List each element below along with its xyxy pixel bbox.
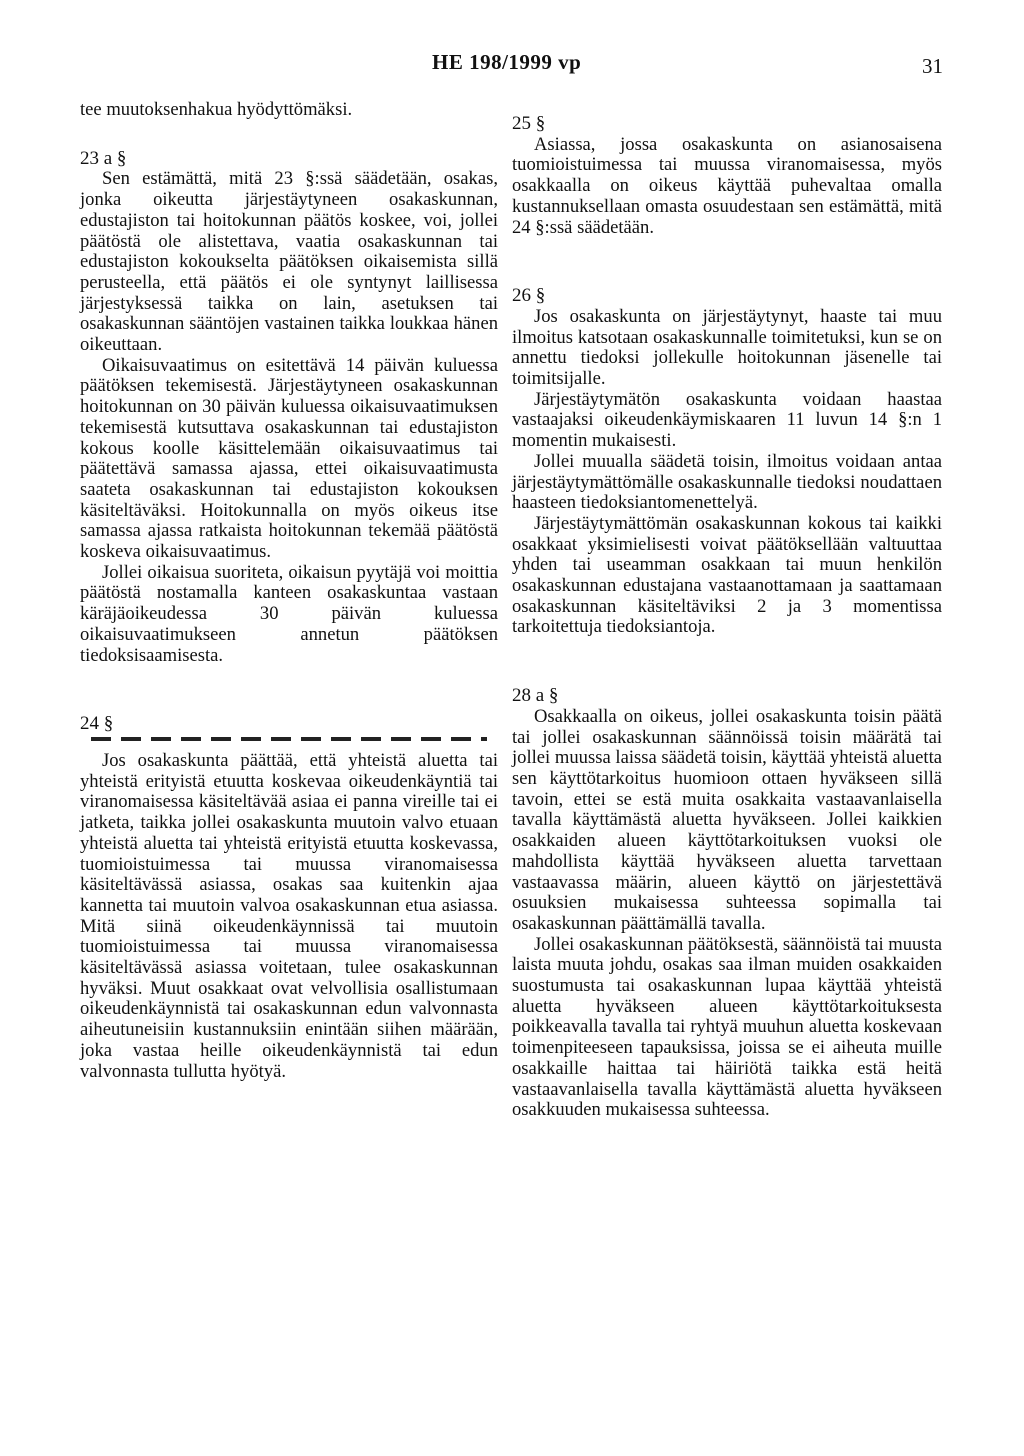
section-heading-28a: 28 a § — [512, 685, 559, 707]
continuation-text: tee muutoksenhakua hyödyttömäksi. — [80, 99, 353, 120]
right-column — [512, 100, 942, 1121]
paragraph: Jollei osakaskunnan päätöksestä, säännöistä tai muusta laista muuta johdu, osakas saa ilman muiden osakkaiden suostumusta tai osakaskunnan lupaa käyttää yhteistä aluetta hyväkseen alueen käyttötarkoituksesta poikkeavalla tavalla tai ryhtyä muuhun aluetta koskevaan toimenpiteeseen tapauksissa, joissa se ei aiheuta muille osakkaille haittaa tai häiriötä taikka estä heitä vastaavanlaisella tavalla käyttämästä aluetta hyväkseen osakkuuden mukaisessa suhteessa. — [512, 933, 942, 1121]
section-heading-24: 24 § — [80, 713, 114, 735]
paragraph: Järjestäytymätön osakaskunta voidaan haastaa vastaajaksi oikeudenkäymiskaaren 11 luvun 14 §:n 1 momentin mukaisesti. — [512, 388, 942, 452]
page-number: 31 — [922, 54, 943, 78]
omitted-text-divider — [91, 737, 487, 741]
paragraph: Jollei oikaisua suoriteta, oikaisun pyytäjä voi moittia päätöstä nostamalla kanteen osakaskuntaa vastaan käräjäoikeudessa 30 päivän kuluessa oikaisuvaatimukseen annetun päätöksen tiedoksisaamisesta. — [80, 561, 498, 666]
section-heading-26: 26 § — [512, 285, 546, 307]
paragraph: Jos osakaskunta päättää, että yhteistä aluetta tai yhteistä erityistä etuutta koskevaa oikeudenkäyntiä tai viranomaisessa käsiteltävää asiaa ei panna vireille tai ei jatketa, taikka jollei osakaskunta muutoin valvo etuaan yhteistä aluetta tai yhteistä erityistä etuutta koskevassa, tuomioistuimessa tai muussa viranomaisessa käsiteltävässä asiassa, osakas saa kuitenkin ajaa kannetta tai muutoin valvoa osakaskunnan etua asiassa. Mitä siinä oikeudenkäynnissä tai muutoin tuomioistuimessa tai muussa viranomaisessa käsiteltävässä asiassa voitetaan, tulee osakaskunnan hyväksi. Muut osakkaat ovat velvollisia osallistumaan oikeudenkäynnistä tai osakaskunnan edun valvonnasta aiheutuneisiin kustannuksiin enintään siihen määrään, joka vastaa heille oikeudenkäynnistä tai edun valvonnasta tullutta hyötyä. — [80, 749, 498, 1082]
paragraph: Jollei muualla säädetä toisin, ilmoitus voidaan antaa järjestäytymättömälle osakaskunnalle tiedoksi noudattaen haasteen tiedoksiantomenettelyä. — [512, 450, 942, 514]
document-title: HE 198/1999 vp — [432, 50, 582, 74]
paragraph: Jos osakaskunta on järjestäytynyt, haaste tai muu ilmoitus katsotaan osakaskunnalle toimitetuksi, kun se on annettu tiedoksi jollekulle hoitokunnan jäsenelle tai toimitsijalle. — [512, 305, 942, 390]
paragraph: Järjestäytymättömän osakaskunnan kokous tai kaikki osakkaat yksimielisesti voivat päätöksellään valtuuttaa yhden tai useamman osakkaan tai muun henkilön osakaskunnan edustajana vastaanottamaan ja saattamaan osakaskunnan käsiteltäviksi 2 ja 3 momentissa tarkoitettuja tiedoksiantoja. — [512, 512, 942, 638]
paragraph: Asiassa, jossa osakaskunta on asianosaisena tuomioistuimessa tai muussa viranomaisessa, myös osakkaalla on oikeus käyttää puhevaltaa omalla kustannuksellaan omasta osuudestaan sen estämättä, mitä 24 §:ssä säädetään. — [512, 133, 942, 238]
section-heading-25: 25 § — [512, 113, 546, 134]
paragraph: Oikaisuvaatimus on esitettävä 14 päivän kuluessa päätöksen tekemisestä. Järjestäytyneen osakaskunnan hoitokunnan on 30 päivän kuluessa oikaisuvaatimuksen tekemisestä kutsuttava osakaskunnan tai edustajiston kokous koolle käsittelemään oikaisuvaatimus tai päätettävä samassa ajassa, ettei oikaisuvaatimusta saateta osakaskunnan tai edustajiston kokouksen käsiteltäväksi. Hoitokunnalla on myös oikeus itse samassa ajassa ratkaista hoitokunnan tekemää päätöstä koskeva oikaisuvaatimus. — [80, 354, 498, 563]
paragraph: Osakkaalla on oikeus, jollei osakaskunta toisin päätä tai jollei osakaskunnan säännöissä toisin määrätä tai jollei muussa laissa säädetä toisin, käyttää yhteistä aluetta sen käyttötarkoitus huomioon ottaen hyväkseen sillä tavoin, ettei se estä muita osakkaita vastaavanlaisella tavalla käyttämästä aluetta hyväkseen. Jollei kaikkien osakkaiden alueen käyttötarkoituksen vuoksi ole mahdollista käyttää hyväkseen aluetta tarvettaan vastaavassa määrin, alueen käyttö on järjestettävä osuuksien mukaisessa suhteessa sopimalla tai osakaskunnan päättämällä tavalla. — [512, 705, 942, 934]
page-header — [0, 44, 1024, 84]
left-column — [80, 100, 498, 1082]
paragraph: Sen estämättä, mitä 23 §:ssä säädetään, osakas, jonka oikeutta järjestäytyneen osakaskunnan, edustajiston tai hoitokunnan päätös koskee, voi, jollei päätöstä ole alistettava, vaatia osakaskunnan tai edustajiston kokoukselta päätöksen oikaisemista sillä perusteella, että päätös ei ole syntynyt laillisessa järjestyksessä taikka on lain, asetuksen tai osakaskunnan sääntöjen vastainen taikka loukkaa hänen oikeuttaan. — [80, 168, 498, 356]
section-heading-23a: 23 a § — [80, 147, 127, 169]
